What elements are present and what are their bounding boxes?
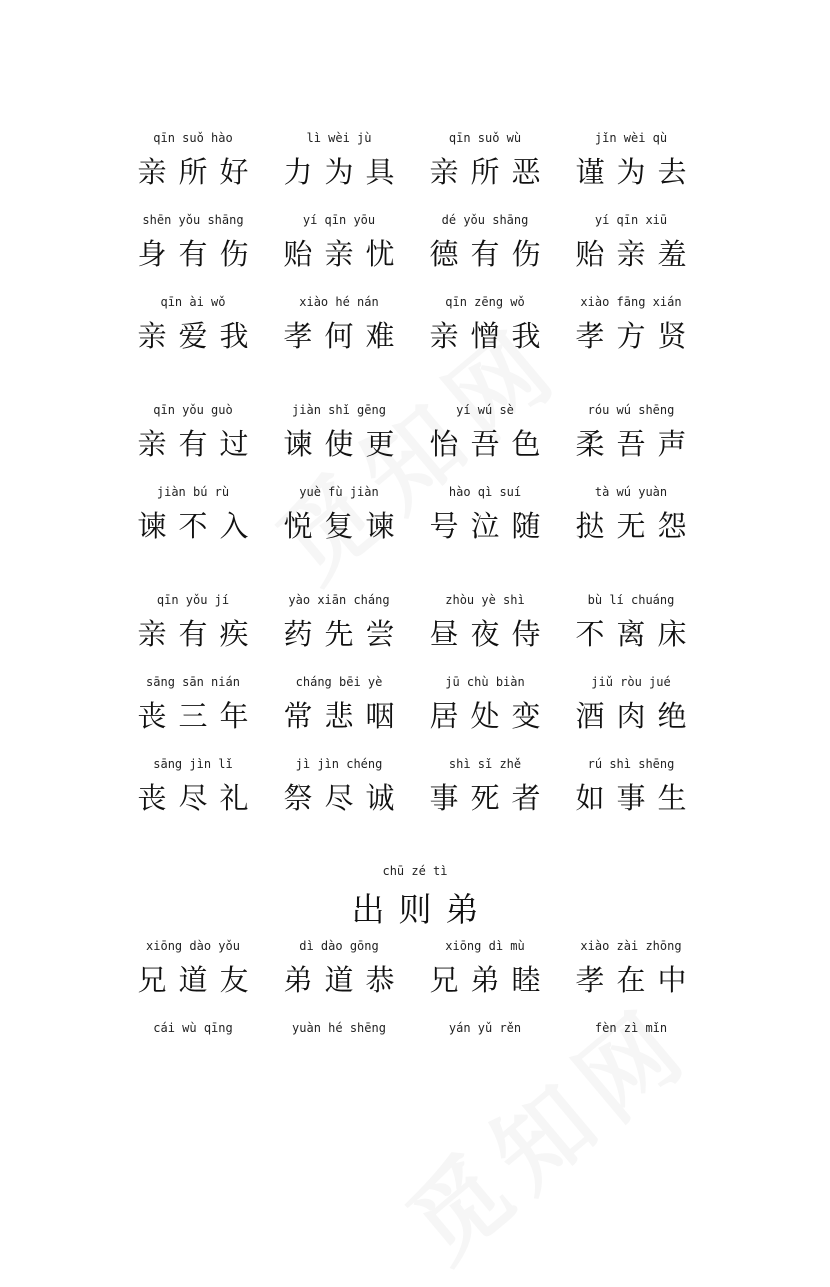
verse-phrase xyxy=(266,590,412,654)
phrase-pinyin: jǐn wèi qù xyxy=(594,131,668,145)
verse-phrase xyxy=(266,292,412,356)
phrase-pinyin: tà wú yuàn xyxy=(594,485,668,499)
phrase-pinyin: yí qīn yōu xyxy=(302,213,376,227)
verse-phrase xyxy=(412,128,558,192)
verse-phrase xyxy=(558,590,704,654)
phrase-characters: 居处变 xyxy=(429,699,553,733)
phrase-pinyin: jiàn bú rù xyxy=(156,485,230,499)
phrase-characters: 亲所恶 xyxy=(429,155,553,189)
phrase-characters: 亲所好 xyxy=(137,155,261,189)
phrase-pinyin: jiǔ ròu jué xyxy=(591,675,671,689)
verse-phrase xyxy=(558,672,704,736)
verse-row xyxy=(120,936,700,1018)
verse-phrase xyxy=(266,1018,412,1082)
verse-phrase xyxy=(120,936,266,1000)
phrase-pinyin: dé yǒu shāng xyxy=(441,213,529,227)
phrase-characters: 孝在中 xyxy=(575,963,699,997)
phrase-characters: 贻亲忧 xyxy=(283,237,407,271)
phrase-characters: 德有伤 xyxy=(429,237,553,271)
verse-phrase xyxy=(266,936,412,1000)
phrase-pinyin: qīn suǒ wù xyxy=(448,131,522,145)
phrase-pinyin: yào xiān cháng xyxy=(288,593,390,607)
phrase-characters: 怡吾色 xyxy=(429,427,553,461)
verse-phrase xyxy=(558,128,704,192)
verse-phrase xyxy=(120,210,266,274)
phrase-pinyin: jū chù biàn xyxy=(445,675,525,689)
phrase-characters: 柔吾声 xyxy=(575,427,699,461)
phrase-pinyin: sāng jìn lǐ xyxy=(153,757,233,771)
verse-phrase xyxy=(120,1018,266,1082)
verse-row xyxy=(120,1018,700,1100)
phrase-characters: 亲爱我 xyxy=(137,319,261,353)
phrase-characters: 谏使更 xyxy=(283,427,407,461)
verse-row xyxy=(120,128,700,210)
phrase-characters: 贻亲羞 xyxy=(575,237,699,271)
verse-row xyxy=(120,754,700,836)
phrase-pinyin: yí wú sè xyxy=(456,403,514,417)
verse-phrase xyxy=(558,754,704,818)
verse-phrase xyxy=(266,754,412,818)
phrase-pinyin: hào qì suí xyxy=(448,485,522,499)
phrase-characters: 事死者 xyxy=(429,781,553,815)
phrase-pinyin: jì jìn chéng xyxy=(295,757,383,771)
phrase-pinyin: qīn yǒu jí xyxy=(156,593,230,607)
phrase-characters: 丧尽礼 xyxy=(137,781,261,815)
verse-phrase xyxy=(558,210,704,274)
phrase-pinyin: zhòu yè shì xyxy=(445,593,525,607)
verse-phrase xyxy=(266,400,412,464)
phrase-characters: 孝方贤 xyxy=(575,319,699,353)
phrase-pinyin: jiàn shǐ gēng xyxy=(292,403,386,417)
phrase-pinyin: yán yǔ rěn xyxy=(448,1021,522,1035)
verse-row xyxy=(120,210,700,292)
phrase-characters: 不离床 xyxy=(575,617,699,651)
phrase-characters: 悦复谏 xyxy=(283,509,407,543)
verse-phrase xyxy=(266,128,412,192)
phrase-pinyin: shēn yǒu shāng xyxy=(142,213,244,227)
verse-phrase xyxy=(412,400,558,464)
verse-phrase xyxy=(412,482,558,546)
phrase-pinyin: bù lí chuáng xyxy=(587,593,675,607)
verse-phrase xyxy=(120,400,266,464)
phrase-characters: 挞无怨 xyxy=(575,509,699,543)
verse-phrase xyxy=(558,936,704,1000)
phrase-characters: 孝何难 xyxy=(283,319,407,353)
verse-row xyxy=(120,482,700,564)
verse-phrase xyxy=(558,482,704,546)
phrase-pinyin: xiào zài zhōng xyxy=(580,939,682,953)
verse-phrase xyxy=(120,590,266,654)
phrase-characters: 谏不入 xyxy=(137,509,261,543)
phrase-pinyin: shì sǐ zhě xyxy=(448,757,522,771)
verse-phrase xyxy=(120,128,266,192)
phrase-pinyin: fèn zì mǐn xyxy=(594,1021,668,1035)
verse-phrase xyxy=(266,482,412,546)
phrase-characters: 昼夜侍 xyxy=(429,617,553,651)
phrase-characters: 亲憎我 xyxy=(429,319,553,353)
verse-phrase xyxy=(120,292,266,356)
verse-row xyxy=(120,292,700,374)
verse-phrase xyxy=(558,1018,704,1082)
verse-phrase xyxy=(120,672,266,736)
phrase-characters: 兄弟睦 xyxy=(429,963,553,997)
verse-row xyxy=(120,590,700,672)
phrase-characters xyxy=(266,1042,412,1082)
phrase-pinyin: qīn ài wǒ xyxy=(160,295,226,309)
phrase-characters: 亲有过 xyxy=(137,427,261,461)
verse-phrase xyxy=(412,292,558,356)
verse-row xyxy=(120,672,700,754)
phrase-pinyin: dì dào gōng xyxy=(299,939,379,953)
phrase-pinyin: sāng sān nián xyxy=(146,675,240,689)
phrase-pinyin: xiào fāng xián xyxy=(580,295,682,309)
phrase-pinyin: yuè fù jiàn xyxy=(299,485,379,499)
verse-phrase xyxy=(412,590,558,654)
verse-phrase xyxy=(266,672,412,736)
phrase-pinyin: róu wú shēng xyxy=(587,403,675,417)
phrase-pinyin: xiōng dì mù xyxy=(445,939,525,953)
verse-phrase xyxy=(558,400,704,464)
phrase-characters: 亲有疾 xyxy=(137,617,261,651)
verse-phrase xyxy=(412,936,558,1000)
verse-phrase xyxy=(412,1018,558,1082)
verse-phrase xyxy=(412,672,558,736)
phrase-pinyin: qīn suǒ hào xyxy=(153,131,233,145)
verse-phrase xyxy=(120,754,266,818)
phrase-characters: 药先尝 xyxy=(283,617,407,651)
phrase-characters: 兄道友 xyxy=(137,963,261,997)
phrase-pinyin: lì wèi jù xyxy=(306,131,372,145)
phrase-characters: 谨为去 xyxy=(575,155,699,189)
phrase-characters: 酒肉绝 xyxy=(575,699,699,733)
phrase-pinyin: xiōng dào yǒu xyxy=(146,939,240,953)
phrase-characters: 弟道恭 xyxy=(283,963,407,997)
verse-phrase xyxy=(412,210,558,274)
phrase-characters: 身有伤 xyxy=(137,237,261,271)
phrase-characters xyxy=(412,1042,558,1082)
phrase-pinyin: rú shì shēng xyxy=(587,757,675,771)
phrase-pinyin: yuàn hé shēng xyxy=(292,1021,386,1035)
phrase-characters: 力为具 xyxy=(283,155,407,189)
phrase-characters: 常悲咽 xyxy=(283,699,407,733)
phrase-pinyin: xiào hé nán xyxy=(299,295,379,309)
verse-phrase xyxy=(412,754,558,818)
phrase-characters: 祭尽诚 xyxy=(283,781,407,815)
verse-row xyxy=(120,400,700,482)
phrase-characters: 如事生 xyxy=(575,781,699,815)
phrase-characters xyxy=(558,1042,704,1082)
section-title: 出则弟 xyxy=(351,890,493,929)
phrase-pinyin: qīn yǒu guò xyxy=(153,403,233,417)
phrase-characters: 号泣随 xyxy=(429,509,553,543)
section-title-pinyin: chū zé tì xyxy=(382,864,448,878)
phrase-pinyin: yí qīn xiū xyxy=(594,213,668,227)
phrase-pinyin: cháng bēi yè xyxy=(295,675,383,689)
verse-phrase xyxy=(120,482,266,546)
verse-phrase xyxy=(558,292,704,356)
phrase-characters xyxy=(120,1042,266,1082)
phrase-pinyin: cái wù qīng xyxy=(153,1021,233,1035)
verse-phrase xyxy=(266,210,412,274)
phrase-pinyin: qīn zēng wǒ xyxy=(445,295,525,309)
phrase-characters: 丧三年 xyxy=(137,699,261,733)
